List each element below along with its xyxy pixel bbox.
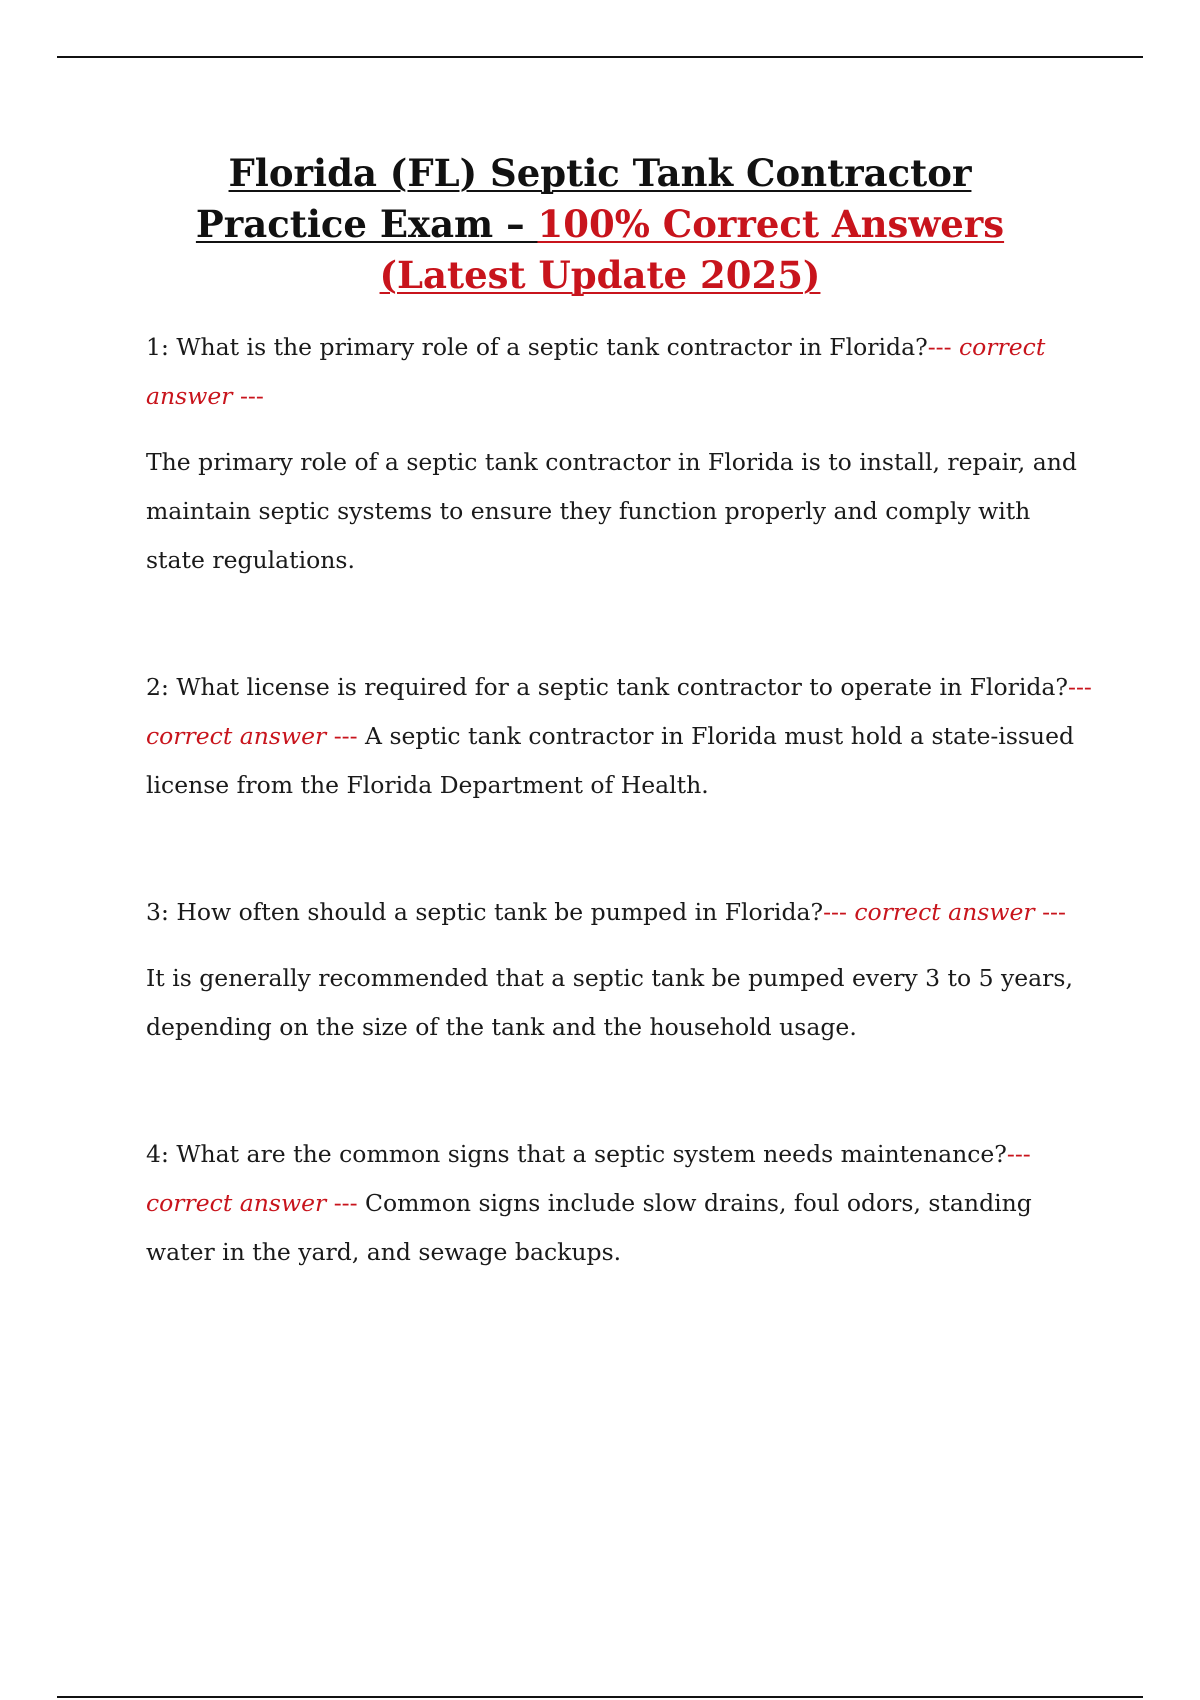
title-line-3-red: (Latest Update 2025) bbox=[379, 253, 821, 297]
question-3-text: 3: How often should a septic tank be pumped in Florida? bbox=[146, 898, 824, 926]
page-title bbox=[150, 148, 1050, 301]
answer-3: It is generally recommended that a septic tank be pumped every 3 to 5 years, depending on the size of the tank and the household usage. bbox=[146, 964, 1073, 1041]
correct-answer-marker: --- correct answer --- bbox=[823, 898, 1066, 926]
correct-answer-marker: --- correct answer --- bbox=[146, 673, 1092, 750]
question-list bbox=[146, 323, 1096, 1277]
correct-answer-marker: --- correct answer --- bbox=[146, 333, 1046, 410]
answer-1: The primary role of a septic tank contractor in Florida is to install, repair, and maintain septic systems to ensure they function properly and comply with state regulations. bbox=[146, 448, 1077, 574]
header-rule bbox=[57, 56, 1143, 58]
correct-answer-marker: --- correct answer --- bbox=[146, 1140, 1031, 1217]
question-1-text: 1: What is the primary role of a septic tank contractor in Florida? bbox=[146, 333, 928, 361]
footer-rule bbox=[57, 1696, 1143, 1698]
answer-2: A septic tank contractor in Florida must hold a state-issued license from the Florida Department of Health. bbox=[146, 722, 1075, 799]
question-1 bbox=[146, 323, 1096, 421]
question-4-text: 4: What are the common signs that a septic system needs maintenance? bbox=[146, 1140, 1007, 1168]
question-2 bbox=[146, 663, 1096, 810]
question-2-text: 2: What license is required for a septic tank contractor to operate in Florida? bbox=[146, 673, 1068, 701]
title-line-2-red: 100% Correct Answers bbox=[537, 202, 1005, 246]
question-3 bbox=[146, 888, 1096, 937]
title-line-1: Florida (FL) Septic Tank Contractor bbox=[228, 151, 972, 195]
answer-4: Common signs include slow drains, foul odors, standing water in the yard, and sewage backups. bbox=[146, 1189, 1032, 1266]
question-4 bbox=[146, 1130, 1096, 1277]
title-line-2-black: Practice Exam – bbox=[195, 202, 538, 246]
